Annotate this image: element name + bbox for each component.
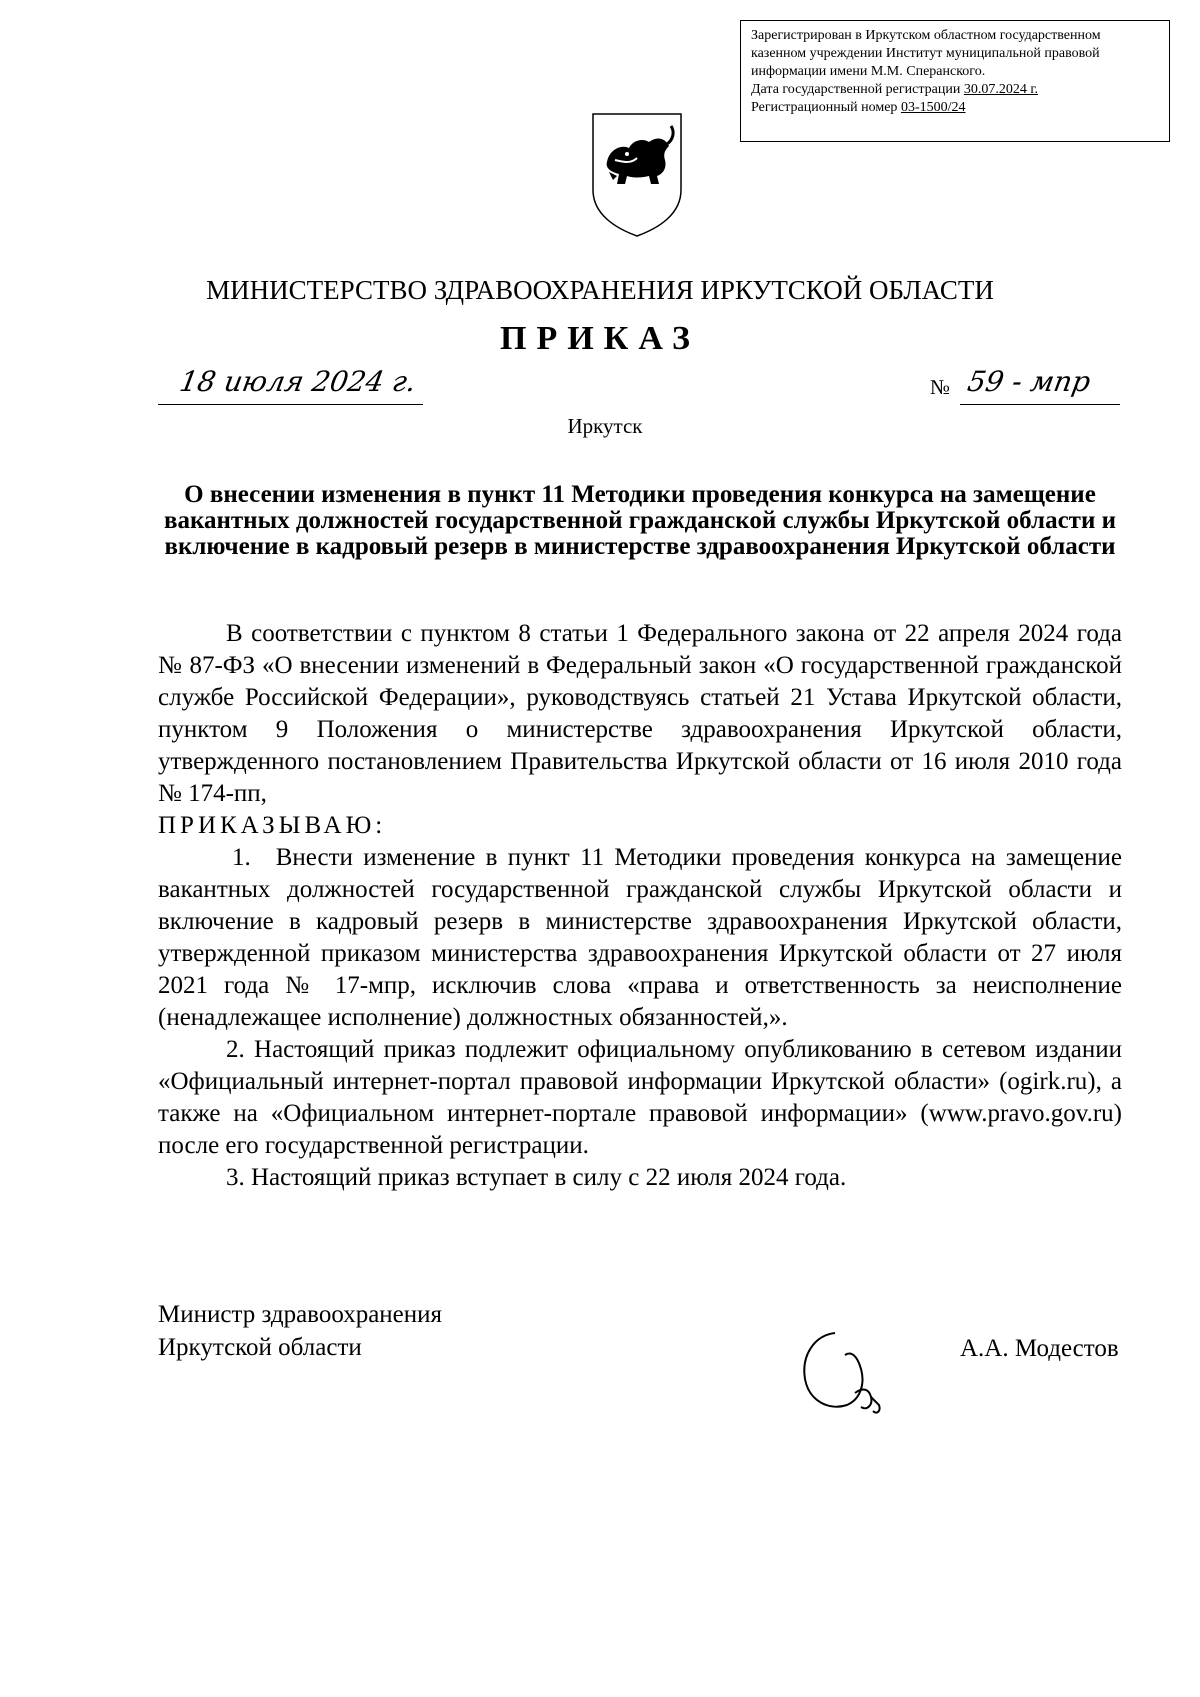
ministry-name: МИНИСТЕРСТВО ЗДРАВООХРАНЕНИЯ ИРКУТСКОЙ ОБЛАСТИ <box>206 275 994 305</box>
signatory-position-line: Иркутской области <box>158 1334 362 1361</box>
registration-number-value: 03-1500/24 <box>900 100 966 115</box>
handwritten-date: 18 июля 2024 г. <box>177 365 419 398</box>
number-underline <box>960 404 1120 405</box>
registration-date-label: Дата государственной регистрации <box>751 82 961 97</box>
registration-date <box>751 81 1159 99</box>
registration-date-value: 30.07.2024 г. <box>963 82 1038 97</box>
preamble-paragraph: В соответствии с пунктом 8 статьи 1 Федерального закона от 22 апреля 2024 года № 87-ФЗ «О внесении изменений в Федеральный закон «О государственной гражданской службе Российской Федерации», руководствуясь статьей 21 Устава Иркутской области, пунктом 9 Положения о министерстве здравоохранения Иркутской области, утвержденного постановлением Правительства Иркутской области от 16 июля 2010 года № 174-пп, <box>158 620 1122 807</box>
order-item: 3. Настоящий приказ вступает в силу с 22 июля 2024 года. <box>226 1164 847 1191</box>
order-number <box>930 365 1120 405</box>
registration-stamp <box>740 20 1170 142</box>
order-word: ПРИКАЗЫВАЮ: <box>158 812 387 839</box>
city-name: Иркутск <box>567 414 643 438</box>
registration-line: Зарегистрирован в Иркутском областном государственном <box>751 28 1101 43</box>
registration-line: казенном учреждении Институт муниципальной правовой <box>751 46 1100 61</box>
registration-line: информации имени М.М. Сперанского. <box>751 64 986 79</box>
order-item: 2. Настоящий приказ подлежит официальному опубликованию в сетевом издании «Официальный интернет-портал правовой информации Иркутской области» (ogirk.ru), а также на «Официальном интернет-портале правовой информации» (www.pravo.gov.ru) после его государственной регистрации. <box>158 1036 1122 1159</box>
order-item: 1. Внести изменение в пункт 11 Методики проведения конкурса на замещение вакантных должностей государственной гражданской службы Иркутской области и включение в кадровый резерв в министерстве здравоохранения Иркутской области, утвержденной приказом министерства здравоохранения Иркутской области от 27 июля 2021 года № 17-мпр, исключив слова «права и ответственность за неисполнение (ненадлежащее исполнение) должностных обязанностей,». <box>158 844 1122 1031</box>
document-body <box>158 618 1122 1194</box>
signatory-position <box>158 1298 442 1364</box>
handwritten-number: 59 - мпр <box>965 365 1093 398</box>
signatory-position-line: Министр здравоохранения <box>158 1301 443 1328</box>
date-underline <box>158 404 423 405</box>
document-heading: О внесении изменения в пункт 11 Методики проведения конкурса на замещение вакантных должностей государственной гражданской службы Иркутской области и включение в кадровый резерв в министерстве здравоохранения Иркутской области <box>163 481 1117 560</box>
order-date <box>158 365 423 405</box>
document-type-title: ПРИКАЗ <box>500 320 700 357</box>
registration-number <box>751 99 1159 117</box>
number-sign: № <box>930 375 951 399</box>
handwritten-signature <box>795 1325 895 1420</box>
registration-number-label: Регистрационный номер <box>751 100 898 115</box>
irkutsk-coat-of-arms-icon <box>587 110 687 240</box>
signatory-name: А.А. Модестов <box>960 1335 1119 1362</box>
